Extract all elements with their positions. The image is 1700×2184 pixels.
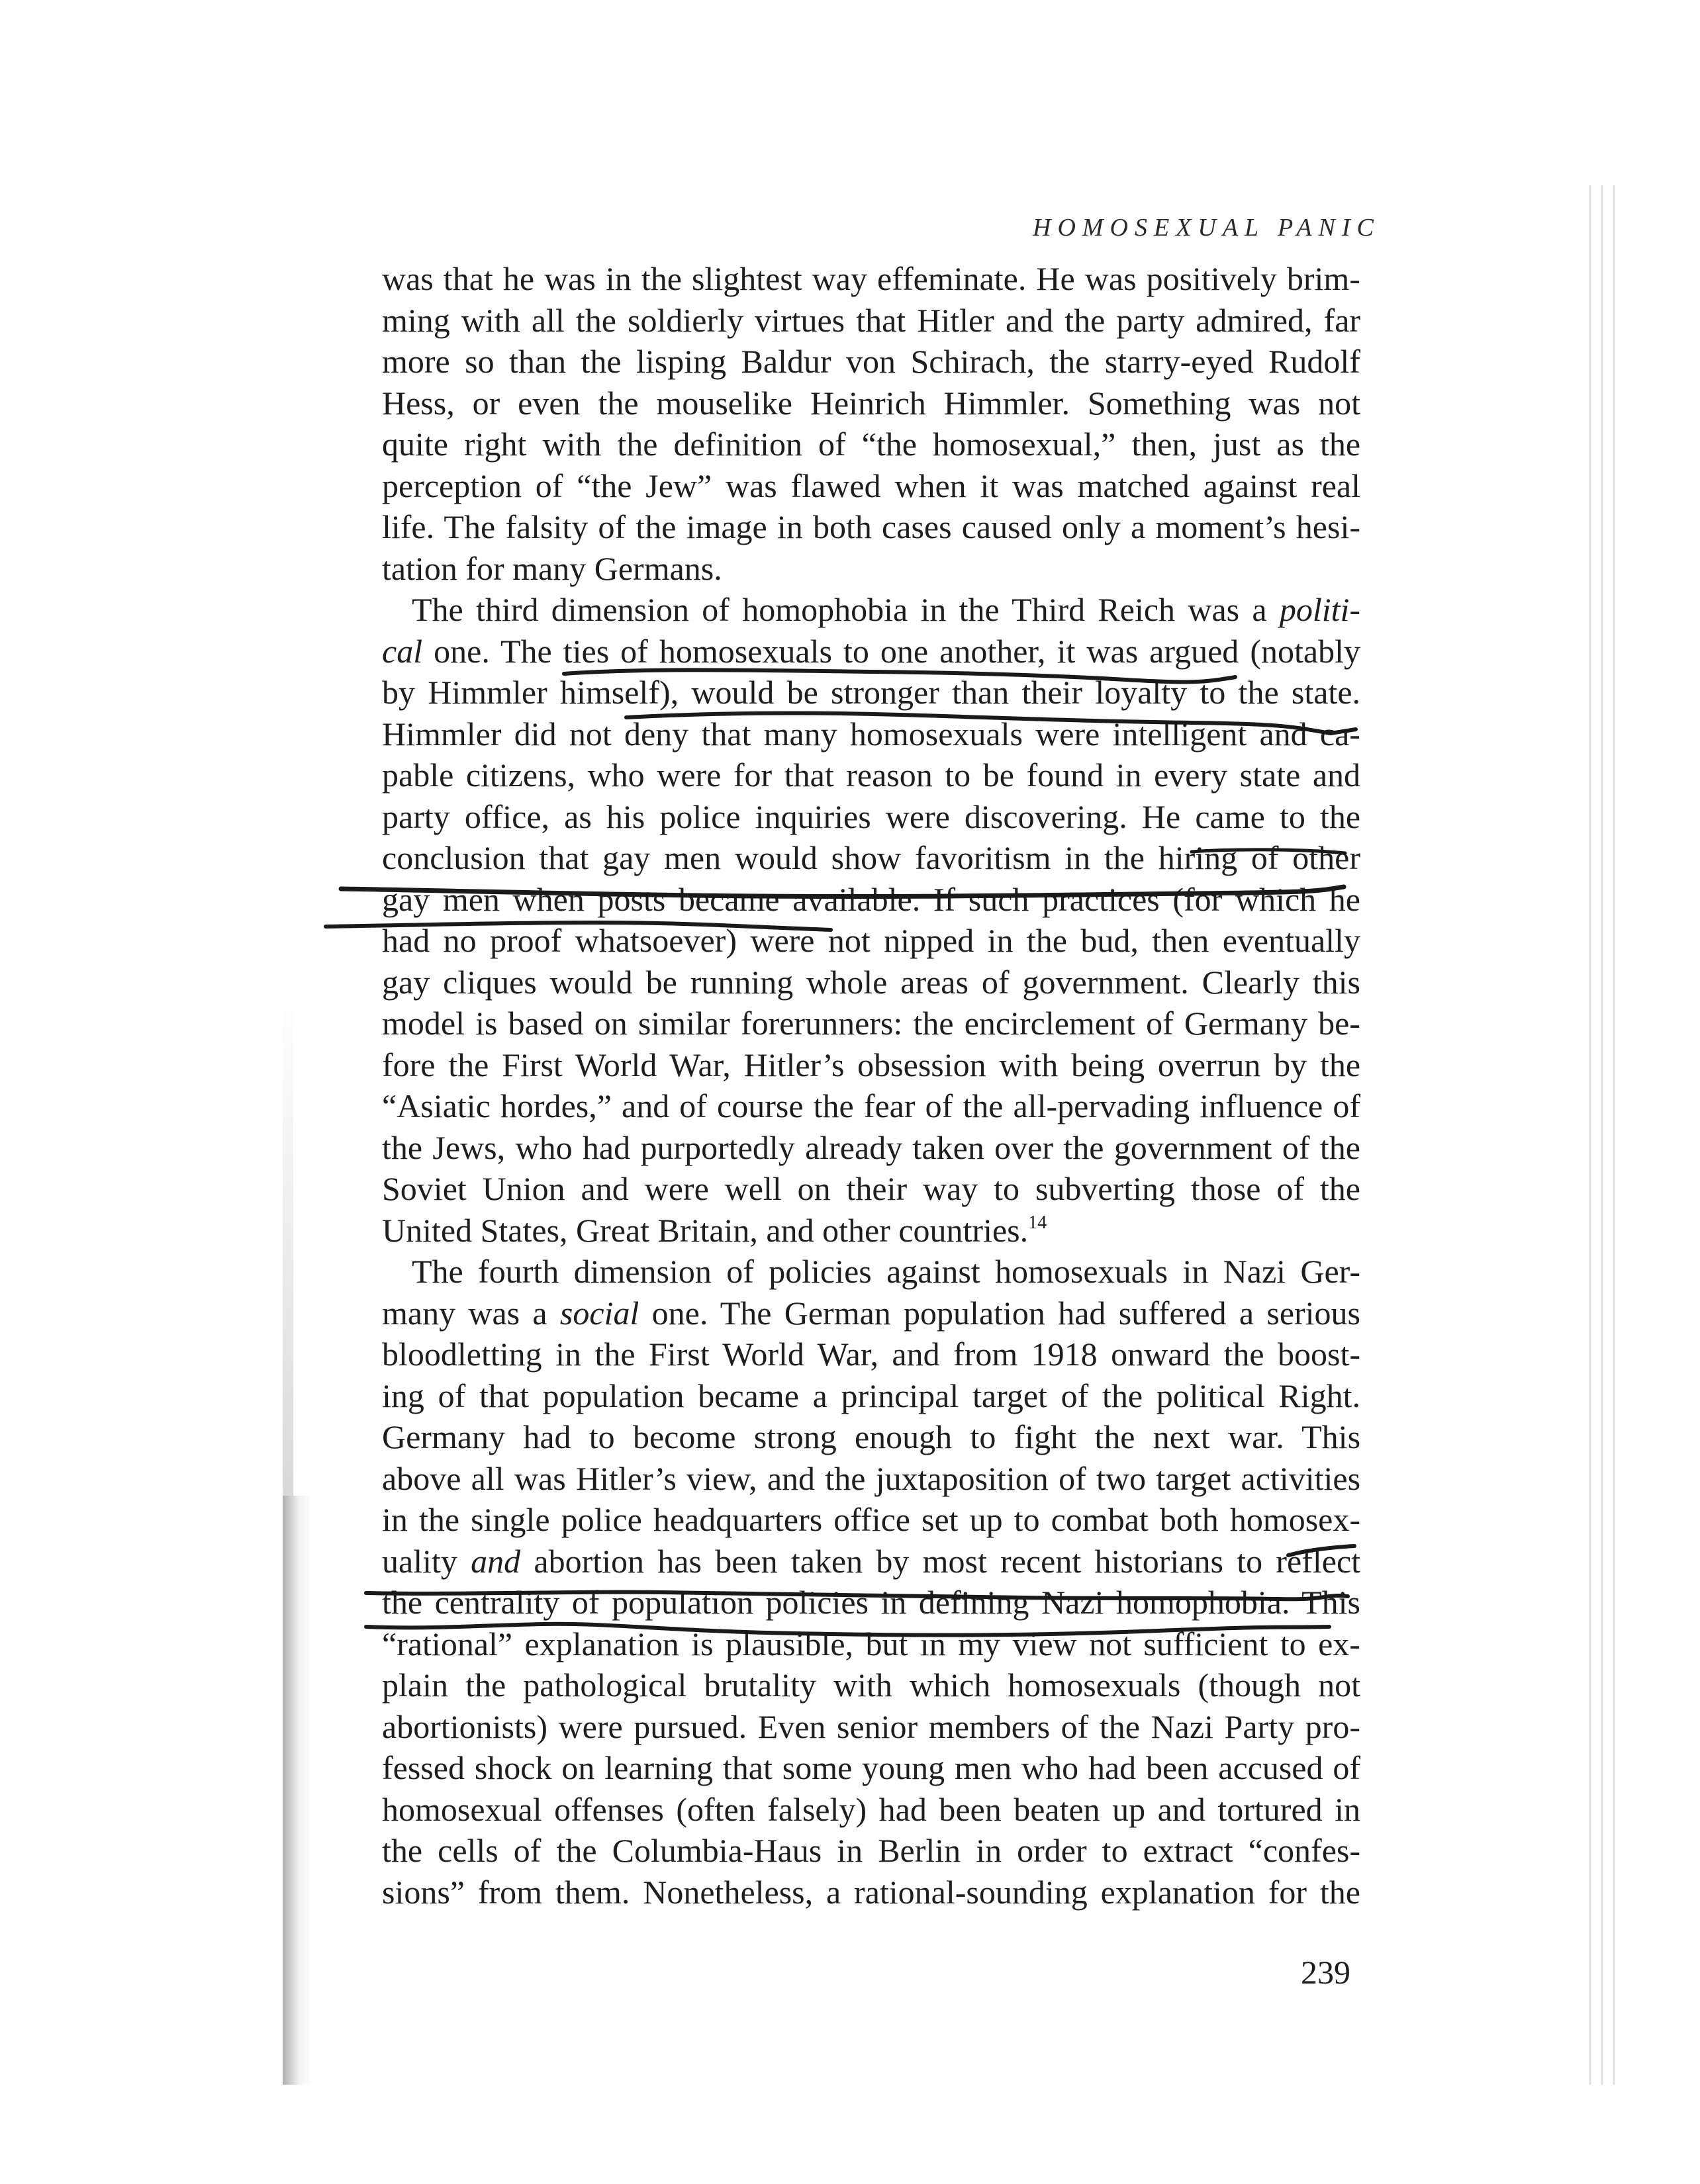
text-segment: many was a [382,1294,560,1332]
text-line [382,589,1360,631]
text-line-content [382,1127,1360,1169]
text-segment: the cells of the Columbia-Haus in Berlin in order to extract “confes- [382,1832,1361,1869]
text-segment: perception of “the Jew” was flawed when it was matched against real [382,467,1361,504]
text-line [382,1293,1360,1334]
text-line-content [382,300,1360,341]
text-line [382,631,1360,672]
text-line [382,796,1360,838]
text-line [382,1623,1360,1665]
text-segment: The fourth dimension of policies against homosexuals in Nazi Ger- [412,1253,1360,1290]
text-line [382,1582,1360,1623]
text-line-content [382,1706,1360,1748]
text-line [382,258,1360,300]
underlined-text: gay men when posts became available. [382,880,921,918]
text-line-content [382,1458,1360,1500]
text-line [382,1747,1360,1789]
text-line [382,1334,1360,1375]
text-segment: fore the First World War, Hitler’s obsession with being overrun by the [382,1046,1361,1083]
text-line-content [382,1044,1360,1086]
text-line [382,1499,1360,1541]
text-line-content [382,1003,1360,1044]
text-segment: in the single police headquarters office set up to combat both homosex- [382,1501,1361,1538]
text-line-content [382,1747,1360,1789]
text-segment: above all was Hitler’s view, and the juxtaposition of two target activities [382,1459,1361,1497]
text-line [382,1044,1360,1086]
text-segment: sions” from them. Nonetheless, a rational-sounding explanation for the [382,1873,1360,1911]
underlined-text: ties of homosexuals to one another [563,632,1038,670]
running-head: HOMOSEXUAL PANIC [1033,214,1380,242]
text-line-content [382,1375,1360,1417]
text-segment: model is based on similar forerunners: the encirclement of Germany be- [382,1005,1360,1042]
text-line-content [382,1416,1360,1458]
text-segment: This [1290,1584,1360,1621]
text-line-content [382,879,1360,921]
text-segment: the Jews, who had purportedly already taken over the government of the [382,1128,1360,1166]
text-segment: Soviet Union and were well on their way to subverting those of the [382,1170,1360,1207]
text-line [382,1541,1360,1582]
text-line [382,465,1360,507]
text-line-content [382,1085,1360,1127]
text-line-content [412,1251,1360,1293]
text-line-content [382,1168,1360,1210]
text-segment: , it was argued (notably [1037,632,1360,670]
italic-text: cal [382,632,423,670]
text-segment: abortion has been taken by most recent [520,1542,1095,1580]
text-line [382,1210,1360,1251]
text-line-content [382,506,1360,548]
text-segment: more so than the lisping Baldur von Schirach, the starry-eyed Rudolf [382,343,1360,380]
text-segment: had no proof whatsoever) were not nipped in the bud, then eventually [382,922,1360,959]
underlined-text: historians to reflect [1094,1542,1361,1580]
text-segment: quite right with the definition of “the homosexual,” then, just as the [382,426,1361,463]
body-text [382,258,1360,1913]
text-segment: Germany had to become strong enough to fight the next war. This [382,1418,1361,1455]
text-segment: homosexual offenses (often falsely) had been beaten up and tortured in [382,1790,1361,1828]
text-line [382,424,1360,465]
text-line-content [412,589,1360,631]
text-segment: “rational” explanation is plausible, but in my view not sufficient to ex- [382,1625,1360,1662]
text-line-content [382,465,1360,507]
text-line [382,713,1360,755]
text-line-content [382,713,1360,755]
underlined-text: conclusion that gay men would show favoritism in the hiring of other [382,839,1361,876]
text-segment: United States, Great Britain, and other countries. [382,1211,1029,1249]
underlined-text: came to the [1195,797,1361,835]
text-line [382,1003,1360,1044]
italic-text: politi- [1279,591,1361,628]
text-segment: party office, as his police inquiries were discovering. He [382,797,1196,835]
text-line-content [382,631,1360,672]
text-line [382,383,1360,424]
text-segment: fessed shock on learning that some young men who had been accused of [382,1749,1361,1786]
italic-text: and [471,1542,521,1580]
text-segment: Himmler did not deny that many homosexuals were intelligent and ca- [382,715,1360,752]
text-line-content [382,754,1360,796]
text-segment: by Himmler himself), [382,674,692,711]
text-line-content [382,672,1360,713]
text-line [382,1127,1360,1169]
text-segment: If such practices (for which he [920,880,1360,918]
text-line-content [382,1789,1360,1831]
underlined-text: the centrality of population policies in defining Nazi homophobia. [382,1584,1290,1621]
text-line-content [382,1623,1360,1665]
text-line-content [382,1334,1360,1375]
text-line [382,1664,1360,1706]
text-segment: tation for many Germans. [382,549,722,587]
text-line [382,1375,1360,1417]
text-segment: Hess, or even the mouselike Heinrich Himmler. Something was not [382,384,1360,422]
text-segment: bloodletting in the First World War, and from 1918 onward the boost- [382,1336,1361,1373]
text-segment: plain the pathological brutality with which homosexuals (though not [382,1666,1361,1704]
text-line-content [382,341,1360,383]
text-line [382,1251,1360,1293]
text-line-content [382,920,1360,962]
text-line-content [382,962,1360,1003]
text-line-content [382,258,1360,300]
text-line-content [382,1582,1360,1623]
text-line [382,1872,1360,1913]
page-edge-texture [1583,185,1622,2085]
text-line [382,962,1360,1003]
text-segment: “Asiatic hordes,” and of course the fear of the all-pervading influence of [382,1087,1360,1124]
text-line [382,1789,1360,1831]
page-number: 239 [1301,1954,1350,1991]
text-segment: was that he was in the slightest way effeminate. He was positively brim- [382,260,1360,297]
binding-shadow [283,993,293,1496]
text-line-content [382,1541,1360,1582]
footnote-marker [1028,1212,1047,1249]
text-segment: one. The German population had suffered a serious [639,1294,1361,1332]
text-line [382,506,1360,548]
text-line [382,754,1360,796]
text-line-content [382,424,1360,465]
text-line-content [382,837,1360,879]
text-segment: uality [382,1542,471,1580]
text-line [382,1458,1360,1500]
text-line-content [382,1210,1047,1251]
footnote-reference: 14 [1028,1212,1047,1233]
text-segment: one. The [422,632,563,670]
text-line [382,341,1360,383]
text-line [382,1830,1360,1872]
text-line [382,920,1360,962]
text-segment: pable citizens, who were for that reason to be found in every state and [382,756,1361,794]
text-line [382,879,1360,921]
text-line [382,548,1360,590]
text-line [382,1416,1360,1458]
italic-text: social [559,1294,639,1332]
text-segment: life. The falsity of the image in both cases caused only a moment’s hesi- [382,508,1360,545]
text-line [382,837,1360,879]
text-segment: ming with all the soldierly virtues that Hitler and the party admired, far [382,301,1361,339]
text-segment: ing of that population became a principal target of the political Right. [382,1377,1360,1414]
text-line-content [382,1664,1360,1706]
text-line [382,1706,1360,1748]
binding-shadow-bottom [283,1496,312,2085]
underlined-text: would be stronger than their loyalty to the state. [691,674,1361,711]
text-segment: abortionists) were pursued. Even senior members of the Nazi Party pro- [382,1707,1360,1745]
text-line [382,1085,1360,1127]
text-line-content [382,1293,1360,1334]
text-line-content [382,1830,1360,1872]
text-line-content [382,1872,1360,1913]
text-segment: gay cliques would be running whole areas of government. Clearly this [382,963,1361,1001]
text-line-content [382,383,1360,424]
text-segment: The third dimension of homophobia in the Third Reich was a [412,591,1280,628]
text-line-content [382,796,1360,838]
text-line [382,300,1360,341]
text-line-content [382,548,722,590]
text-line [382,1168,1360,1210]
text-line-content [382,1499,1360,1541]
text-line [382,672,1360,713]
